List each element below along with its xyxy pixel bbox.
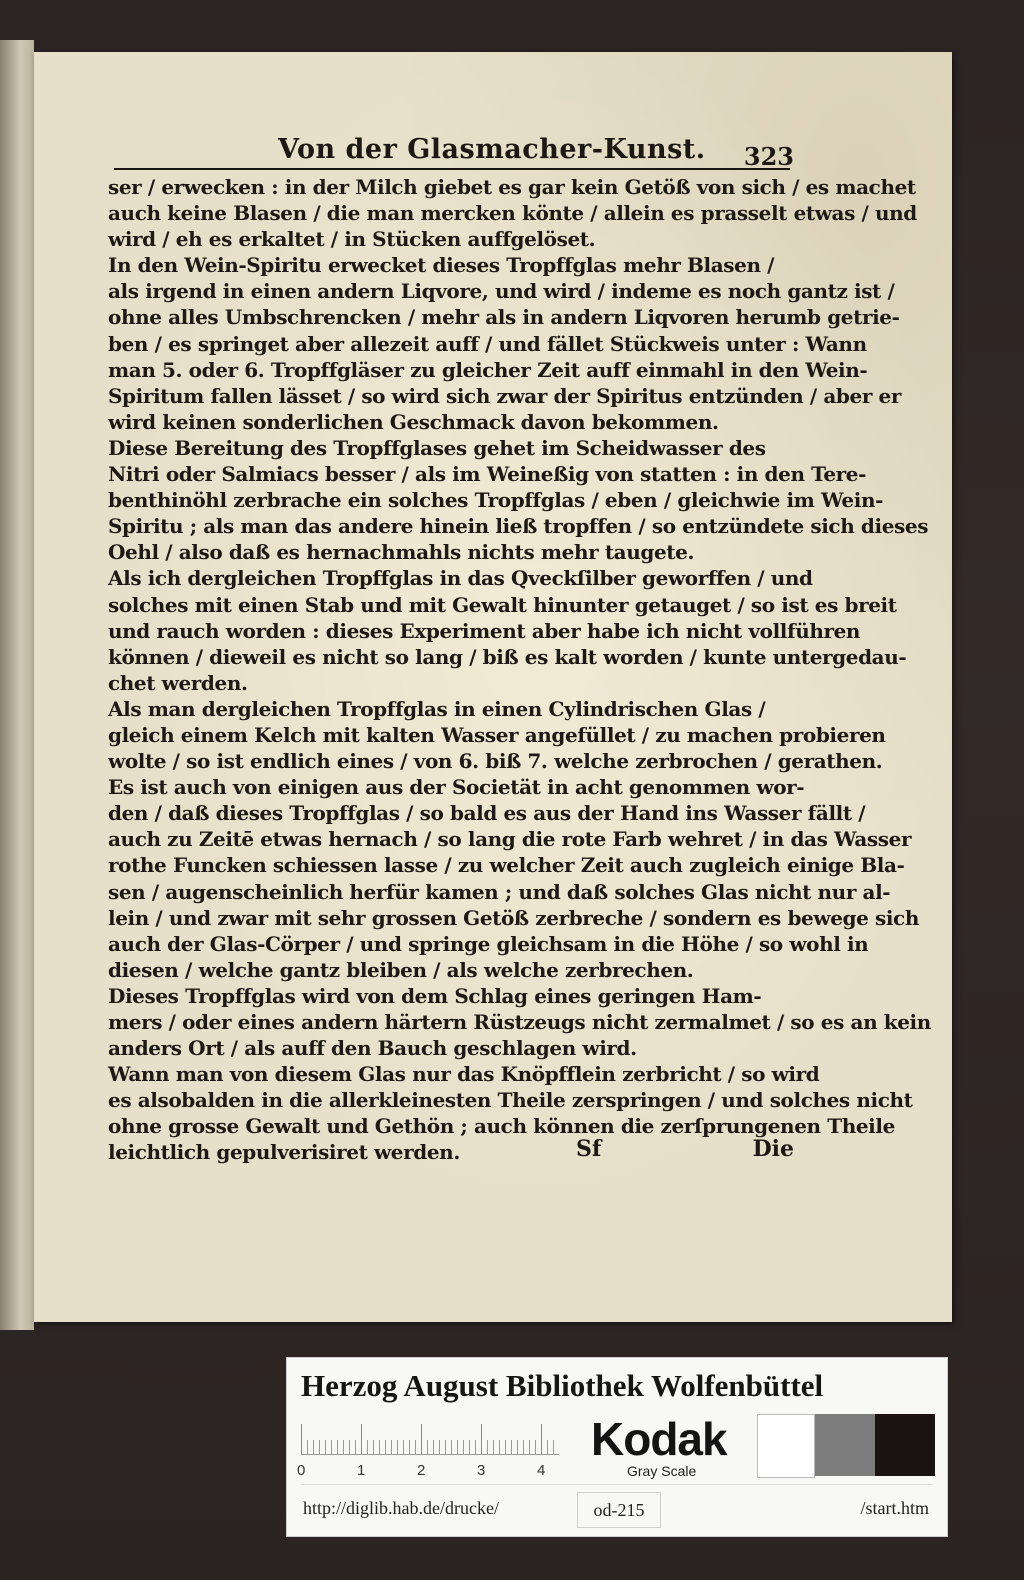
previous-page-edge xyxy=(0,40,34,1330)
text-line: Dieses Tropffglas wird von dem Schlag eines geringen Ham- xyxy=(108,983,762,1008)
text-line: In den Wein-Spiritu erwecket dieses Tropffglas mehr Blasen / xyxy=(108,253,775,278)
text-line: Oehl / also daß es hernachmahls nichts mehr taugete. xyxy=(108,540,695,565)
gray-patch-mid xyxy=(815,1414,875,1476)
text-line: können / dieweil es nicht so lang / biß es kalt worden / kunte untergedau- xyxy=(108,644,907,669)
gray-patch-white xyxy=(757,1414,815,1478)
library-name: Herzog August Bibliothek Wolfenbüttel xyxy=(301,1368,824,1403)
text-line: benthinöhl zerbrache ein solches Tropffglas / eben / gleichwie im Wein- xyxy=(108,488,883,513)
library-label xyxy=(286,1357,948,1537)
page-footer xyxy=(108,1136,794,1164)
text-line: ser / erwecken : in der Milch giebet es gar kein Getöß von sich / es machet xyxy=(108,175,916,199)
ruler-number: 2 xyxy=(417,1462,426,1479)
ruler-number: 4 xyxy=(537,1462,546,1479)
url-suffix: /start.htm xyxy=(860,1498,929,1518)
text-line: ohne grosse Gewalt und Gethön ; auch können die zerſprungenen Theile xyxy=(108,1114,895,1139)
text-line: ben / es springet aber allezeit auff / und fället Stückweis unter : Wann xyxy=(108,331,867,356)
kodak-logo: Kodak xyxy=(591,1413,727,1465)
text-line: wolte / so ist endlich eines / von 6. biß 7. welche zerbrochen / gerathen. xyxy=(108,749,883,774)
text-line: Als ich dergleichen Tropffglas in das Qveckſilber geworffen / und xyxy=(108,566,813,591)
page-header xyxy=(114,132,794,171)
gray-scale-caption: Gray Scale xyxy=(627,1463,697,1479)
text-line: lein / und zwar mit sehr grossen Getöß zerbreche / sondern es bewege sich xyxy=(108,905,919,930)
text-line: Wann man von diesem Glas nur das Knöpfflein zerbricht / so wird xyxy=(108,1062,820,1087)
text-line: Als man dergleichen Tropffglas in einen Cylindrischen Glas / xyxy=(108,696,766,721)
shelfmark-box: od-215 xyxy=(577,1492,661,1528)
text-line: wird keinen sonderlichen Geschmack davon bekommen. xyxy=(108,409,719,434)
page-number: 323 xyxy=(743,142,794,171)
book-page xyxy=(34,52,952,1322)
text-line: gleich einem Kelch mit kalten Wasser angefüllet / zu machen probieren xyxy=(108,722,886,747)
text-line: Es ist auch von einigen aus der Societät in acht genommen wor- xyxy=(108,775,805,800)
url-prefix: http://diglib.hab.de/drucke/ xyxy=(303,1498,499,1518)
text-line: als irgend in einen andern Liqvore, und wird / indeme es noch gantz ist / xyxy=(108,279,895,304)
text-line: Diese Bereitung des Tropffglases gehet im Scheidwasser des xyxy=(108,435,766,460)
text-line: solches mit einen Stab und mit Gewalt hinunter getauget / so ist es breit xyxy=(108,592,897,617)
text-line: auch der Glas-Cörper / und springe gleichsam in die Höhe / so wohl in xyxy=(108,931,869,956)
text-line: chet werden. xyxy=(108,670,248,695)
text-line: auch zu Zeitē etwas hernach / so lang die rote Farb wehret / in das Wasser xyxy=(108,827,912,852)
text-line: diesen / welche gantz bleiben / als welche zerbrechen. xyxy=(108,957,694,982)
catchword: Die xyxy=(752,1136,794,1162)
text-line: mers / oder eines andern härtern Rüstzeugs nicht zermalmet / so es an kein xyxy=(108,1010,931,1034)
text-line: und rauch worden : dieses Experiment aber habe ich nicht vollführen xyxy=(108,618,861,643)
ruler-number: 1 xyxy=(357,1462,366,1479)
gray-patch-black xyxy=(875,1414,935,1476)
ruler-number: 0 xyxy=(297,1462,306,1479)
running-head: Von der Glasmacher-Kunst. xyxy=(278,134,706,165)
ruler-number: 3 xyxy=(477,1462,486,1479)
text-line: auch keine Blasen / die man mercken könte / allein es prasselt etwas / und xyxy=(108,201,917,226)
text-line: Nitri oder Salmiacs besser / als im Weineßig von statten : in den Tere- xyxy=(108,462,867,487)
text-line: Spiritum fallen lässet / so wird sich zwar der Spiritus entzünden / aber er xyxy=(108,383,901,408)
measurement-ruler xyxy=(301,1420,559,1455)
text-line: man 5. oder 6. Tropffgläser zu gleicher Zeit auff einmahl in den Wein- xyxy=(108,357,868,382)
text-line: Spiritu ; als man das andere hinein ließ tropffen / so entzündete sich dieses xyxy=(108,514,929,539)
label-divider xyxy=(301,1484,933,1485)
text-line: ohne alles Umbschrencken / mehr als in andern Liqvoren herumb getrie- xyxy=(108,305,900,330)
text-line: es alsobalden in die allerkleinesten Theile zerspringen / und solches nicht xyxy=(108,1088,913,1113)
text-line: anders Ort / als auff den Bauch geschlagen wird. xyxy=(108,1036,637,1061)
body-text xyxy=(108,174,931,1166)
text-line: leichtlich gepulverisiret werden. xyxy=(108,1140,460,1165)
signature-mark: Sf xyxy=(576,1136,602,1162)
text-line: den / daß dieses Tropffglas / so bald es aus der Hand ins Wasser fällt / xyxy=(108,801,866,826)
text-line: sen / augenscheinlich herfür kamen ; und daß solches Glas nicht nur al- xyxy=(108,879,891,904)
text-line: wird / eh es erkaltet / in Stücken auffgelöset. xyxy=(108,227,596,252)
text-line: rothe Funcken schiessen lasse / zu welcher Zeit auch zugleich einige Bla- xyxy=(108,853,905,878)
